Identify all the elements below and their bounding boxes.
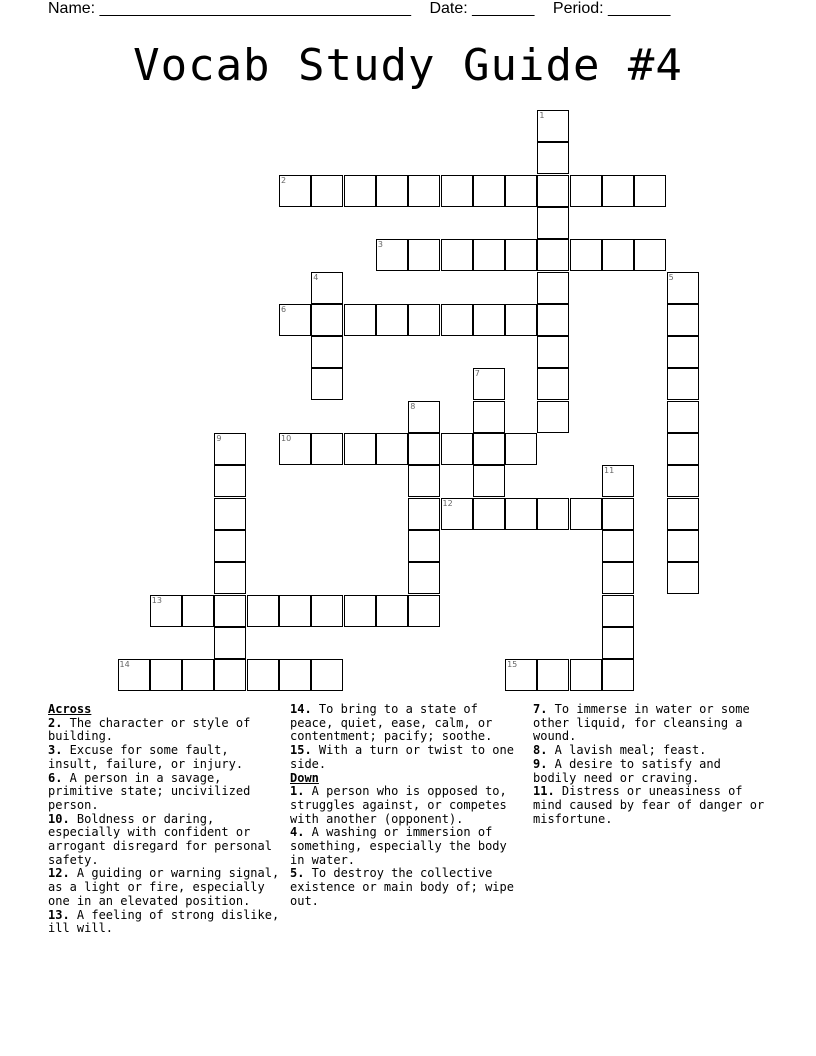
crossword-cell[interactable] [473, 304, 505, 336]
clue-number: 5 [668, 272, 674, 282]
crossword-cell[interactable] [537, 207, 569, 239]
period-field[interactable]: Period: _______ [552, 0, 671, 17]
down-clue-9: 9. A desire to satisfy and bodily need or craving. [533, 756, 721, 785]
crossword-cell[interactable] [505, 498, 537, 530]
crossword-cell[interactable] [408, 239, 440, 271]
crossword-cell[interactable] [667, 433, 699, 465]
crossword-cell[interactable] [473, 498, 505, 530]
crossword-cell[interactable] [667, 401, 699, 433]
crossword-cell[interactable] [667, 304, 699, 336]
crossword-cell[interactable] [602, 175, 634, 207]
across-clue-13: 13. A feeling of strong dislike, ill will. [48, 907, 280, 936]
crossword-cell[interactable] [214, 465, 246, 497]
crossword-cell[interactable] [376, 304, 408, 336]
down-clue-4: 4. A washing or immersion of something, especially the body in water. [290, 825, 507, 867]
crossword-cell[interactable] [344, 175, 376, 207]
crossword-cell[interactable] [602, 659, 634, 691]
across-clue-15: 15. With a turn or twist to one side. [290, 743, 514, 771]
clue-column-3 [533, 703, 768, 826]
crossword-cell[interactable] [376, 239, 408, 271]
crossword-cell[interactable] [505, 659, 537, 691]
crossword-cell[interactable] [505, 175, 537, 207]
clue-number: 11 [604, 466, 615, 476]
crossword-cell[interactable] [667, 562, 699, 594]
crossword-cell[interactable] [408, 304, 440, 336]
across-clue-2: 2. The character or style of building. [48, 715, 251, 744]
clue-number: 1 [539, 111, 545, 120]
crossword-cell[interactable] [505, 239, 537, 271]
across-clue-3: 3. Excuse for some fault, insult, failure, or injury. [48, 743, 244, 771]
crossword-cell[interactable] [247, 595, 279, 627]
crossword-cell[interactable] [537, 498, 569, 530]
crossword-cell[interactable] [505, 433, 537, 465]
clue-number: 3 [377, 240, 383, 250]
crossword-cell[interactable] [344, 304, 376, 336]
clue-column-2 [290, 703, 525, 909]
crossword-cell[interactable] [634, 175, 666, 207]
crossword-cell[interactable] [311, 272, 343, 304]
crossword-cell[interactable] [279, 304, 311, 336]
clue-number: 15 [507, 660, 518, 670]
crossword-cell[interactable] [570, 175, 602, 207]
page-title: Vocab Study Guide #4 [133, 40, 683, 91]
crossword-cell[interactable] [537, 272, 569, 304]
crossword-cell[interactable] [441, 304, 473, 336]
crossword-cell[interactable] [473, 175, 505, 207]
clue-number: 9 [216, 434, 222, 443]
crossword-cell[interactable] [311, 336, 343, 368]
crossword-cell[interactable] [441, 498, 473, 530]
crossword-cell[interactable] [441, 175, 473, 207]
clue-number: 14 [119, 660, 130, 670]
crossword-cell[interactable] [279, 595, 311, 627]
crossword-cell[interactable] [408, 465, 440, 497]
crossword-cell[interactable] [182, 659, 214, 691]
crossword-cell[interactable] [311, 175, 343, 207]
crossword-cell[interactable] [311, 595, 343, 627]
crossword-cell[interactable] [408, 175, 440, 207]
clue-number: 7 [474, 369, 480, 379]
crossword-cell[interactable] [473, 239, 505, 271]
crossword-cell[interactable] [473, 465, 505, 497]
clue-number: 2 [281, 175, 287, 185]
crossword-cell[interactable] [150, 595, 182, 627]
crossword-cell[interactable] [537, 368, 569, 400]
crossword-cell[interactable] [667, 336, 699, 368]
crossword-cell[interactable] [408, 401, 440, 433]
crossword-cell[interactable] [602, 465, 634, 497]
clue-number: 8 [410, 401, 416, 411]
crossword-cell[interactable] [667, 272, 699, 304]
crossword-cell[interactable] [473, 433, 505, 465]
crossword-cell[interactable] [118, 659, 150, 691]
down-clue-11: 11. Distress or uneasiness of mind caused by fear of danger or misfortune. [533, 784, 765, 826]
date-field[interactable]: Date: _______ [429, 0, 535, 17]
crossword-cell[interactable] [408, 562, 440, 594]
crossword-cell[interactable] [376, 595, 408, 627]
crossword-cell[interactable] [570, 239, 602, 271]
crossword-cell[interactable] [602, 239, 634, 271]
crossword-cell[interactable] [667, 530, 699, 562]
down-clue-5: 5. To destroy the collective existence or main body of; wipe out. [290, 866, 514, 908]
across-clue-10: 10. Boldness or daring, especially with confident or arrogant disregard for personal safety. [48, 811, 272, 867]
crossword-cell[interactable] [667, 498, 699, 530]
down-clue-1: 1. A person who is opposed to, struggles against, or competes with another (opponent). [290, 784, 507, 826]
crossword-cell[interactable] [311, 433, 343, 465]
crossword-cell[interactable] [602, 627, 634, 659]
crossword-cell[interactable] [441, 433, 473, 465]
across-heading: Across [48, 702, 92, 716]
across-clue-12: 12. A guiding or warning signal, as a light or fire, especially one in an elevated position. [48, 866, 280, 908]
clue-number: 10 [281, 434, 292, 443]
crossword-cell[interactable] [214, 562, 246, 594]
down-clue-8: 8. A lavish meal; feast. [533, 743, 707, 758]
clue-column-1 [48, 703, 283, 936]
crossword-cell[interactable] [570, 498, 602, 530]
crossword-cell[interactable] [408, 433, 440, 465]
crossword-cell[interactable] [408, 595, 440, 627]
crossword-cell[interactable] [279, 175, 311, 207]
crossword-cell[interactable] [537, 336, 569, 368]
crossword-cell[interactable] [311, 304, 343, 336]
crossword-cell[interactable] [311, 368, 343, 400]
crossword-cell[interactable] [634, 239, 666, 271]
down-clue-7: 7. To immerse in water or some other liquid, for cleansing a wound. [533, 702, 750, 744]
crossword-cell[interactable] [214, 595, 246, 627]
crossword-cell[interactable] [473, 368, 505, 400]
crossword-cell[interactable] [344, 433, 376, 465]
across-clue-6: 6. A person in a savage, primitive state; uncivilized person. [48, 770, 251, 812]
crossword-cell[interactable] [182, 595, 214, 627]
crossword-cell[interactable] [667, 368, 699, 400]
clue-number: 6 [281, 304, 287, 314]
crossword-cell[interactable] [537, 175, 569, 207]
crossword-cell[interactable] [408, 498, 440, 530]
crossword-cell[interactable] [279, 659, 311, 691]
crossword-cell[interactable] [214, 498, 246, 530]
crossword-cell[interactable] [537, 239, 569, 271]
crossword-cell[interactable] [279, 433, 311, 465]
clue-number: 12 [442, 498, 453, 508]
crossword-cell[interactable] [408, 530, 440, 562]
crossword-cell[interactable] [214, 530, 246, 562]
crossword-cell[interactable] [441, 239, 473, 271]
crossword-cell[interactable] [376, 175, 408, 207]
crossword-cell[interactable] [667, 465, 699, 497]
clue-number: 13 [151, 595, 162, 605]
crossword-cell[interactable] [473, 401, 505, 433]
clue-number: 4 [313, 272, 319, 282]
crossword-cell[interactable] [570, 659, 602, 691]
crossword-cell[interactable] [344, 595, 376, 627]
crossword-cell[interactable] [602, 498, 634, 530]
crossword-cell[interactable] [214, 433, 246, 465]
crossword-cell[interactable] [602, 530, 634, 562]
crossword-cell[interactable] [537, 304, 569, 336]
crossword-cell[interactable] [537, 110, 569, 142]
crossword-cell[interactable] [505, 304, 537, 336]
crossword-cell[interactable] [214, 627, 246, 659]
crossword-cell[interactable] [602, 595, 634, 627]
crossword-cell[interactable] [376, 433, 408, 465]
crossword-cell[interactable] [311, 659, 343, 691]
crossword-cell[interactable] [537, 659, 569, 691]
crossword-cell[interactable] [537, 401, 569, 433]
crossword-cell[interactable] [247, 659, 279, 691]
crossword-cell[interactable] [537, 142, 569, 174]
down-heading: Down [290, 770, 319, 785]
across-clue-14: 14. To bring to a state of peace, quiet, ease, calm, or contentment; pacify; soothe. [290, 702, 493, 744]
crossword-cell[interactable] [150, 659, 182, 691]
name-field[interactable]: Name: ___________________________________ [48, 0, 412, 17]
crossword-cell[interactable] [602, 562, 634, 594]
crossword-cell[interactable] [214, 659, 246, 691]
